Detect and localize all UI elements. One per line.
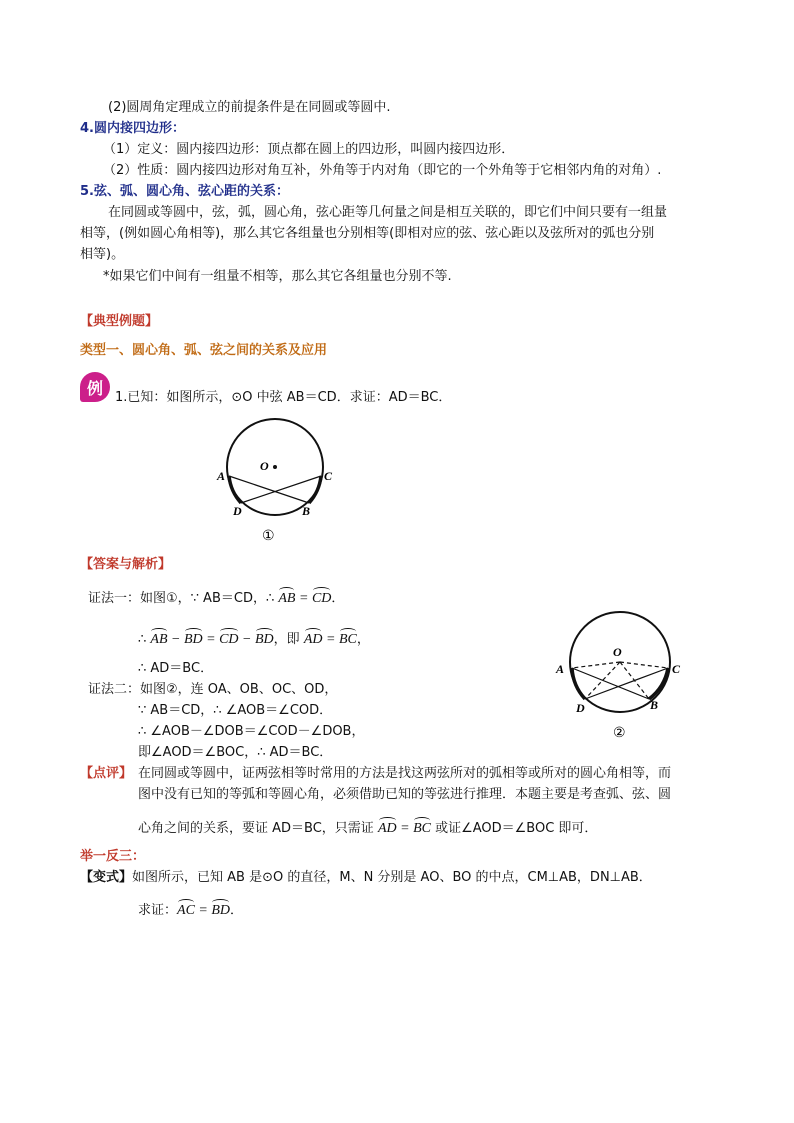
period: ． bbox=[331, 591, 345, 606]
label-C: C bbox=[324, 469, 333, 483]
equals: = bbox=[295, 591, 312, 606]
proof1-line2 bbox=[138, 631, 370, 649]
arc-BC: BC bbox=[338, 632, 357, 647]
label-O: O bbox=[260, 459, 269, 473]
figure-2 bbox=[548, 602, 698, 742]
comment-line2: 图中没有已知的等弧和等圆心角，必须借助已知的等弦进行推理．本题主要是考查弧、弦、圆 bbox=[138, 787, 672, 802]
proof2-line1: 证法二：如图②，连 OA、OB、OC、OD， bbox=[88, 682, 338, 697]
period: ． bbox=[230, 903, 244, 918]
proof1-line3: ∴ AD＝BC． bbox=[138, 661, 214, 676]
proof-text: ，即 bbox=[273, 632, 304, 647]
prove-label: 求证： bbox=[138, 903, 178, 918]
figure-1 bbox=[200, 412, 350, 547]
label-D: D bbox=[233, 504, 242, 518]
text-line: *如果它们中间有一组量不相等，那么其它各组量也分别不等. bbox=[103, 269, 452, 284]
variant-label: 【变式】 bbox=[80, 870, 133, 885]
comment-text: 心角之间的关系，要证 AD＝BC，只需证 bbox=[138, 821, 378, 836]
chord-AB bbox=[229, 476, 309, 503]
therefore: ∴ bbox=[138, 632, 151, 647]
text-line: 相等)。 bbox=[80, 247, 125, 262]
radius-OA bbox=[572, 662, 620, 668]
arc-BD: BD bbox=[255, 632, 274, 647]
label-A: A bbox=[556, 662, 565, 676]
minus: − bbox=[238, 632, 255, 647]
heading-inscribed-quad: 4.圆内接四边形： bbox=[80, 121, 185, 136]
heading-relations: 5.弦、弧、圆心角、弦心距的关系： bbox=[80, 184, 289, 199]
text-line: 相等，(例如圆心角相等)，那么其它各组量也分别相等(即相对应的弦、弦心距以及弦所对的弧也分别 bbox=[80, 226, 655, 241]
proof2-line2: ∵ AB＝CD，∴ ∠AOB＝∠COD． bbox=[138, 703, 333, 718]
proof-text: 证法一：如图①，∵ AB＝CD，∴ bbox=[88, 591, 279, 606]
variant-text: 如图所示，已知 AB 是⊙O 的直径，M、N 分别是 AO、BO 的中点，CM⊥AB，DN⊥AB． bbox=[132, 870, 652, 885]
arc-AB: AB bbox=[150, 632, 168, 647]
text-line: （1）定义：圆内接四边形：顶点都在圆上的四边形，叫圆内接四边形． bbox=[103, 142, 515, 157]
answer-title: 【答案与解析】 bbox=[80, 557, 172, 572]
radius-OC bbox=[620, 662, 668, 668]
extend-title: 举一反三： bbox=[80, 849, 146, 864]
example-question: 1.已知：如图所示，⊙O 中弦 AB＝CD．求证：AD＝BC． bbox=[115, 390, 452, 405]
minus: − bbox=[167, 632, 184, 647]
arc-BD: BD bbox=[211, 903, 231, 918]
comment-label: 【点评】 bbox=[80, 766, 133, 781]
label-D: D bbox=[576, 701, 585, 715]
variant-prove bbox=[138, 902, 243, 920]
caption: ② bbox=[613, 726, 626, 741]
chord-CD bbox=[241, 476, 321, 503]
comment-line1: 在同圆或等圆中，证两弦相等时常用的方法是找这两弦所对的弧相等或所对的圆心角相等，而 bbox=[138, 766, 672, 781]
comment-text: 或证∠AOD＝∠BOC 即可． bbox=[430, 821, 598, 836]
arc-AC: AC bbox=[177, 903, 195, 918]
proof2-line4: 即∠AOD＝∠BOC，∴ AD＝BC． bbox=[138, 745, 333, 760]
equals: = bbox=[322, 632, 339, 647]
section-title: 【典型例题】 bbox=[80, 314, 159, 329]
text-line: (2)圆周角定理成立的前提条件是在同圆或等圆中. bbox=[108, 100, 391, 115]
proof1-line1 bbox=[88, 590, 344, 608]
caption: ① bbox=[262, 529, 275, 544]
variant-line bbox=[80, 869, 652, 887]
arc-BD: BD bbox=[183, 632, 203, 647]
label-O: O bbox=[613, 645, 622, 659]
comment-line3 bbox=[138, 820, 597, 838]
arc-CD: CD bbox=[311, 591, 332, 606]
equals: = bbox=[202, 632, 220, 647]
arc-CD: CD bbox=[219, 632, 239, 647]
label-B: B bbox=[650, 698, 659, 712]
label-C: C bbox=[672, 662, 681, 676]
arc-AD: AD bbox=[377, 821, 397, 836]
label-A: A bbox=[217, 469, 226, 483]
equals: = bbox=[194, 903, 212, 918]
arc-AD: AD bbox=[303, 632, 323, 647]
text-line: 在同圆或等圆中，弦，弧，圆心角，弦心距等几何量之间是相互关联的，即它们中间只要有一组量 bbox=[108, 205, 668, 220]
arc-AB: AB bbox=[278, 591, 296, 606]
text-line: （2）性质：圆内接四边形对角互补，外角等于内对角（即它的一个外角等于它相邻内角的对角）. bbox=[103, 163, 662, 178]
center-point bbox=[273, 465, 277, 469]
equals: = bbox=[396, 821, 414, 836]
comma: ， bbox=[356, 632, 370, 647]
example-badge: 例 bbox=[80, 372, 110, 402]
label-B: B bbox=[302, 504, 311, 518]
proof2-line3: ∴ ∠AOB－∠DOB＝∠COD－∠DOB， bbox=[138, 724, 365, 739]
type-title: 类型一、圆心角、弧、弦之间的关系及应用 bbox=[80, 343, 328, 358]
arc-BC: BC bbox=[413, 821, 431, 836]
